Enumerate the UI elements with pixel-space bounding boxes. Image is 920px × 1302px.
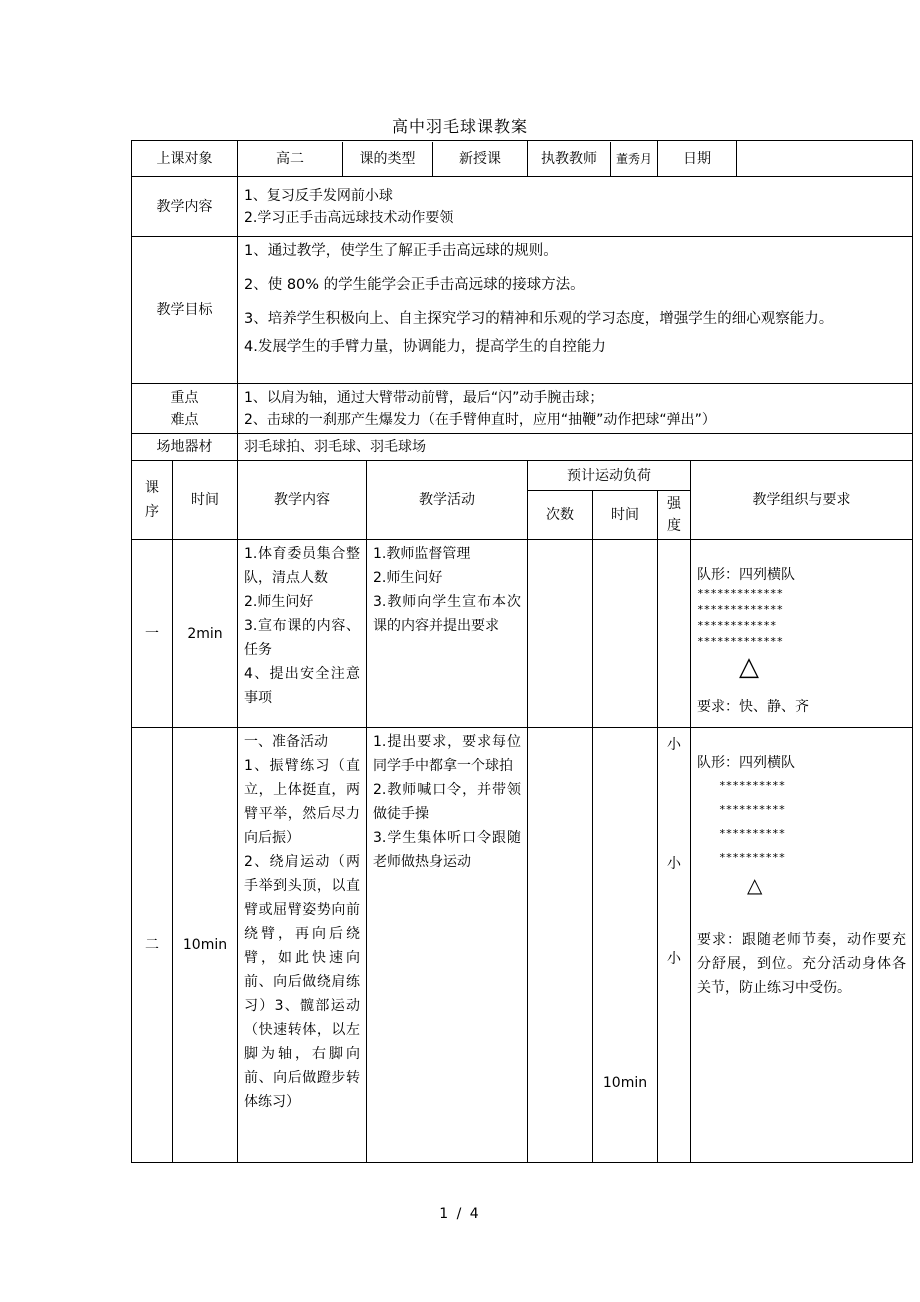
equipment-value: 羽毛球拍、羽毛球、羽毛球场 (238, 434, 913, 461)
teacher-position-icon: △ (739, 652, 760, 682)
header-row-right (528, 141, 658, 177)
date-value (737, 141, 913, 177)
time-header: 时间 (173, 461, 238, 540)
teacher-value: 董秀月 (616, 151, 653, 166)
goal-line: 3、培养学生积极向上、自主探究学习的精神和乐观的学习态度，增强学生的细心观察能力。 (244, 311, 834, 327)
goal-line: 4.发展学生的手臂力量，协调能力，提高学生的自控能力 (244, 339, 606, 355)
keypoints-label (132, 384, 238, 434)
section1-row (132, 540, 913, 728)
equipment-row (132, 434, 913, 461)
content-line: 2.学习正手击高远球技术动作要领 (244, 209, 454, 226)
section2-activity-line: 3.学生集体听口令跟随老师做热身运动 (373, 830, 521, 870)
section1-formation-row: ************* (697, 635, 784, 648)
section1-requirement: 要求：快、静、齐 (697, 699, 810, 715)
section1-activity-line: 3.教师向学生宣布本次课的内容并提出要求 (373, 594, 521, 634)
section2-load-time: 10min (593, 728, 658, 1163)
section1-time: 2min (173, 540, 238, 728)
section1-formation-label: 队形：四列横队 (697, 567, 796, 583)
goal-line: 2、使 80% 的学生能学会正手击高远球的接球方法。 (244, 277, 585, 293)
organization-header: 教学组织与要求 (691, 461, 913, 540)
content-header: 教学内容 (238, 461, 367, 540)
keypoints-value (238, 384, 913, 434)
section2-count (528, 728, 593, 1163)
target-label: 上课对象 (132, 141, 238, 177)
section1-seq: 一 (132, 540, 173, 728)
teacher-label: 执教教师 (528, 142, 611, 176)
load-time-header: 时间 (593, 491, 658, 540)
section2-intensity (658, 728, 691, 1163)
count-header: 次数 (528, 491, 593, 540)
section2-formation-label: 队形：四列横队 (697, 755, 796, 771)
section2-formation-row: ********** (719, 827, 786, 840)
section1-count (528, 540, 593, 728)
keypoints-row (132, 384, 913, 434)
intensity-header (658, 491, 691, 540)
date-label: 日期 (683, 150, 712, 167)
difficult-label: 难点 (170, 411, 199, 428)
section2-activity-line: 2.教师喊口令，并带领做徒手操 (373, 782, 521, 822)
section1-activity-line: 2.师生问好 (373, 570, 443, 586)
section1-intensity (658, 540, 691, 728)
activity-header: 教学活动 (367, 461, 528, 540)
load-header: 预计运动负荷 (528, 461, 691, 491)
plan-header-row (132, 461, 913, 491)
section2-requirement: 要求：跟随老师节奏，动作要充分舒展，到位。充分活动身体各关节，防止练习中受伤。 (697, 932, 907, 996)
section2-formation-row: ********** (719, 779, 786, 792)
document-title: 高中羽毛球课教案 (391, 117, 528, 136)
teacher-position-icon: △ (747, 873, 763, 897)
section2-row (132, 728, 913, 1163)
section2-intensity-value: 小 (667, 737, 682, 753)
section2-content-line: 1、振臂练习（直立，上体挺直，两臂平举，然后尽力向后振） (244, 758, 360, 846)
section2-seq: 二 (132, 728, 173, 1163)
date-cell (658, 141, 737, 177)
section2-formation-row: ********** (719, 851, 786, 864)
section1-content-line: 4、提出安全注意事项 (244, 666, 360, 706)
content-line: 1、复习反手发网前小球 (244, 187, 393, 204)
type-label: 课的类型 (343, 142, 433, 176)
section1-content-line: 2.师生问好 (244, 594, 314, 610)
seq-header-text: 课序 (145, 480, 159, 520)
header-row (132, 141, 913, 177)
section1-content (238, 540, 367, 728)
section1-content-line: 3.宣布课的内容、任务 (244, 618, 360, 658)
section2-time: 10min (173, 728, 238, 1163)
content-value (238, 177, 913, 237)
section2-activity (367, 728, 528, 1163)
section1-content-line: 1.体育委员集合整队，清点人数 (244, 546, 360, 586)
section1-formation-row: ************ (697, 619, 777, 632)
section2-content (238, 728, 367, 1163)
section1-activity (367, 540, 528, 728)
key-label: 重点 (170, 389, 199, 406)
goals-value (238, 237, 913, 384)
section1-formation-row: ************* (697, 603, 784, 616)
page-number-text: 1 / 4 (439, 1206, 481, 1222)
equipment-label: 场地器材 (132, 434, 238, 461)
lesson-plan-table (131, 140, 913, 1163)
page-number (0, 1206, 920, 1222)
section1-formation-row: ************* (697, 587, 784, 600)
target-value: 高二 (238, 142, 343, 176)
section2-content-line: 2、绕肩运动（两手举到头顶，以直臂或屈臂姿势向前绕臂，再向后绕臂，如此快速向前、向后做绕肩练习）3、髋部运动（快速转体，以左脚为轴，右脚向前、向后做蹬步转体练习） (244, 854, 360, 1110)
section2-content-line: 一、准备活动 (244, 734, 328, 750)
keypoint-line: 1、以肩为轴，通过大臂带动前臂，最后“闪”动手腕击球； (244, 389, 604, 406)
header-row-middle (238, 141, 528, 177)
section2-organization (691, 728, 913, 1163)
type-value: 新授课 (459, 150, 501, 167)
section2-intensity-value: 小 (667, 856, 682, 872)
section1-load-time (593, 540, 658, 728)
content-row (132, 177, 913, 237)
content-label: 教学内容 (132, 177, 238, 237)
section2-activity-line: 1.提出要求，要求每位同学手中都拿一个球拍 (373, 734, 521, 774)
seq-header (132, 461, 173, 540)
section1-organization (691, 540, 913, 728)
intensity-header-text: 强度 (667, 496, 682, 534)
section2-formation-row: ********** (719, 803, 786, 816)
goals-label: 教学目标 (132, 237, 238, 384)
section1-activity-line: 1.教师监督管理 (373, 546, 471, 562)
section2-intensity-value: 小 (667, 951, 682, 967)
goals-row (132, 237, 913, 384)
keypoint-line: 2、击球的一刹那产生爆发力（在手臂伸直时，应用“抽鞭”动作把球“弹出”） (244, 411, 716, 428)
goal-line: 1、通过教学，使学生了解正手击高远球的规则。 (244, 243, 558, 259)
